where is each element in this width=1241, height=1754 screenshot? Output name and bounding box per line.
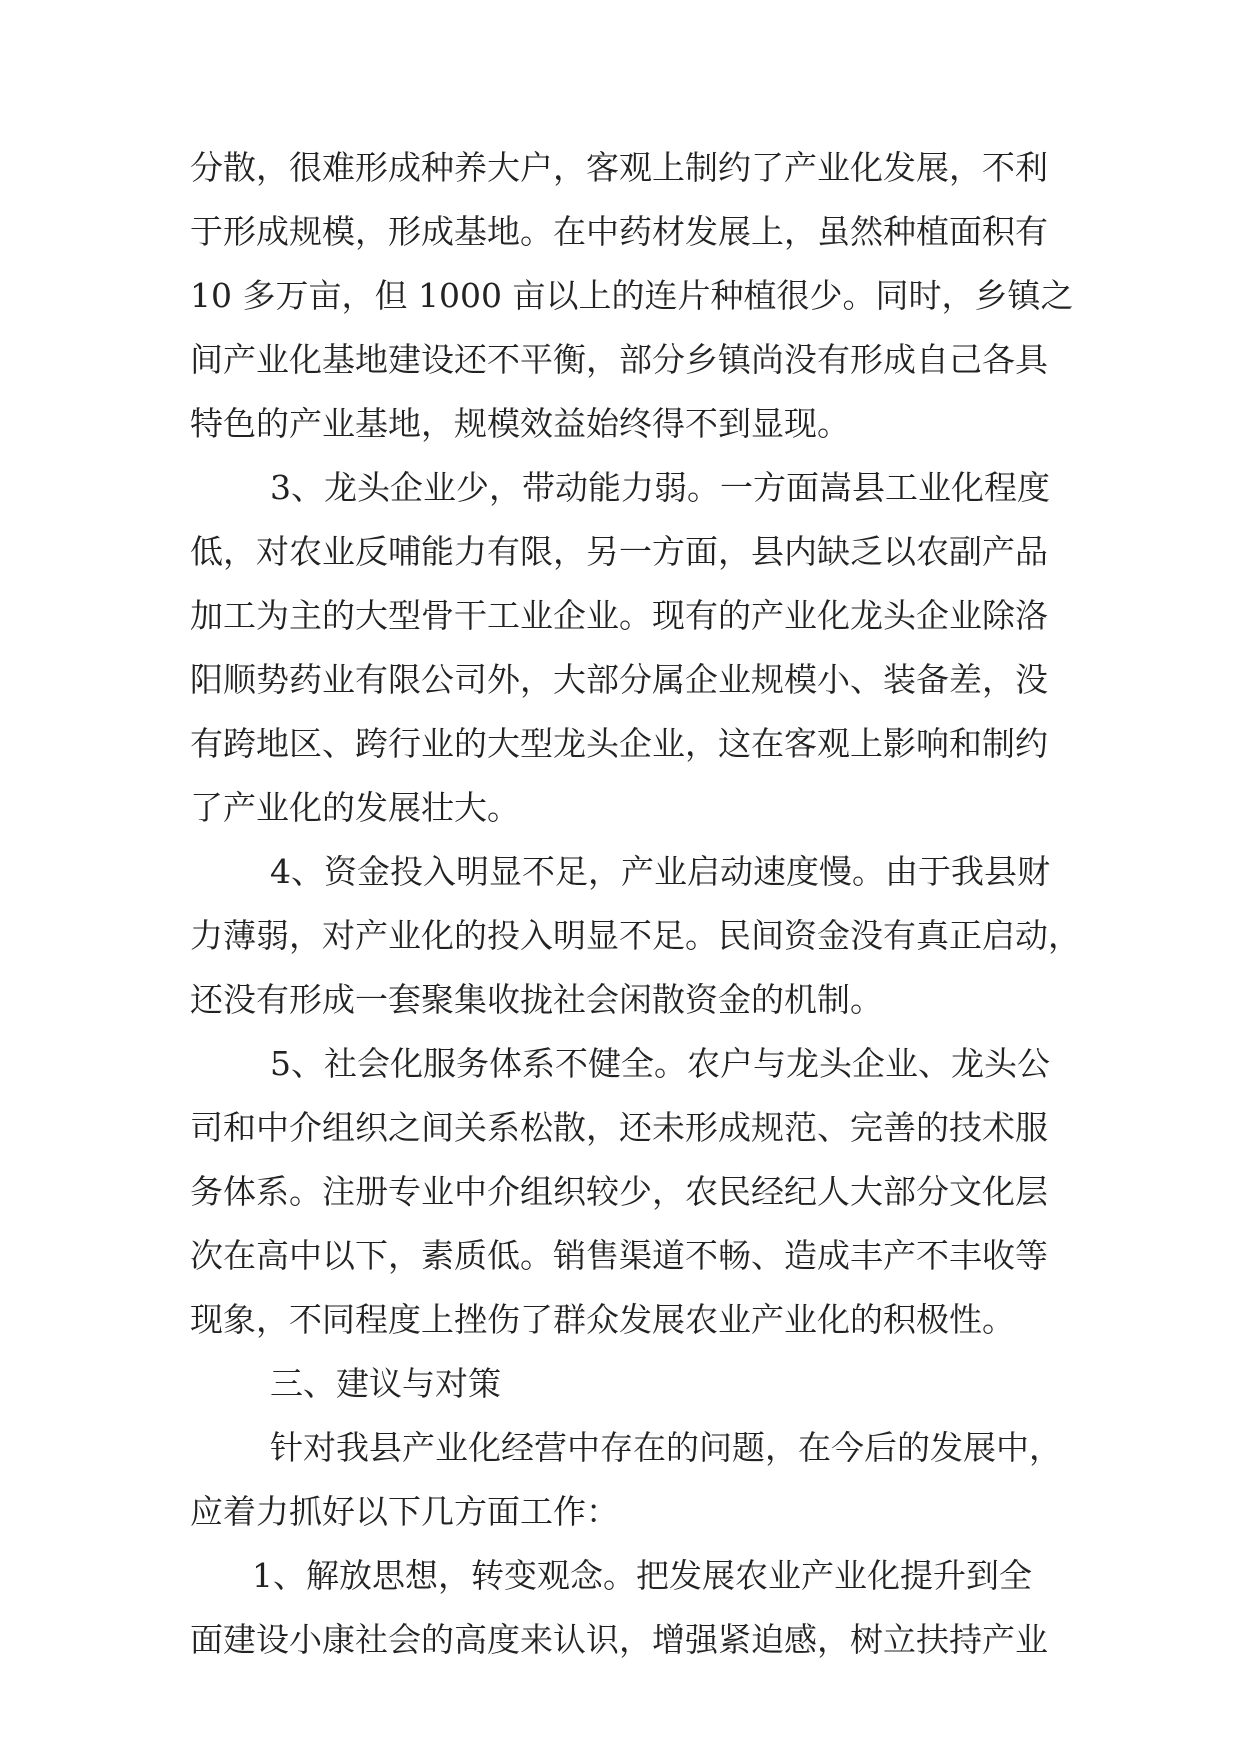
- text-line: 应着力抓好以下几方面工作：: [190, 1492, 619, 1531]
- text-line: 务体系。注册专业中介组织较少，农民经纪人大部分文化层: [190, 1172, 1048, 1211]
- text-line: 有跨地区、跨行业的大型龙头企业，这在客观上影响和制约: [190, 724, 1048, 763]
- text-line: 了产业化的发展壮大。: [190, 788, 520, 827]
- text-line: 针对我县产业化经营中存在的问题，在今后的发展中，: [270, 1428, 1062, 1467]
- text-line: 特色的产业基地，规模效益始终得不到显现。: [190, 404, 850, 443]
- text-line: 力薄弱，对产业化的投入明显不足。民间资金没有真正启动，: [190, 916, 1081, 955]
- text-line: 4、资金投入明显不足，产业启动速度慢。由于我县财: [270, 852, 1050, 891]
- text-line: 还没有形成一套聚集收拢社会闲散资金的机制。: [190, 980, 883, 1019]
- text-line: 1、解放思想，转变观念。把发展农业产业化提升到全: [252, 1556, 1032, 1595]
- text-line: 3、龙头企业少，带动能力弱。一方面嵩县工业化程度: [270, 468, 1050, 507]
- text-line: 间产业化基地建设还不平衡，部分乡镇尚没有形成自己各具: [190, 340, 1048, 379]
- text-line: 10 多万亩，但 1000 亩以上的连片种植很少。同时，乡镇之: [190, 276, 1074, 315]
- text-line: 现象，不同程度上挫伤了群众发展农业产业化的积极性。: [190, 1300, 1015, 1339]
- text-line: 5、社会化服务体系不健全。农户与龙头企业、龙头公: [270, 1044, 1050, 1083]
- text-line: 加工为主的大型骨干工业企业。现有的产业化龙头企业除洛: [190, 596, 1048, 635]
- text-line: 次在高中以下，素质低。销售渠道不畅、造成丰产不丰收等: [190, 1236, 1048, 1275]
- section-heading: 三、建议与对策: [270, 1364, 501, 1403]
- text-line: 低，对农业反哺能力有限，另一方面，县内缺乏以农副产品: [190, 532, 1048, 571]
- text-line: 阳顺势药业有限公司外，大部分属企业规模小、装备差，没: [190, 660, 1048, 699]
- text-line: 司和中介组织之间关系松散，还未形成规范、完善的技术服: [190, 1108, 1048, 1147]
- text-line: 于形成规模，形成基地。在中药材发展上，虽然种植面积有: [190, 212, 1048, 251]
- text-line: 面建设小康社会的高度来认识，增强紧迫感，树立扶持产业: [190, 1620, 1048, 1659]
- text-line: 分散，很难形成种养大户，客观上制约了产业化发展，不利: [190, 148, 1048, 187]
